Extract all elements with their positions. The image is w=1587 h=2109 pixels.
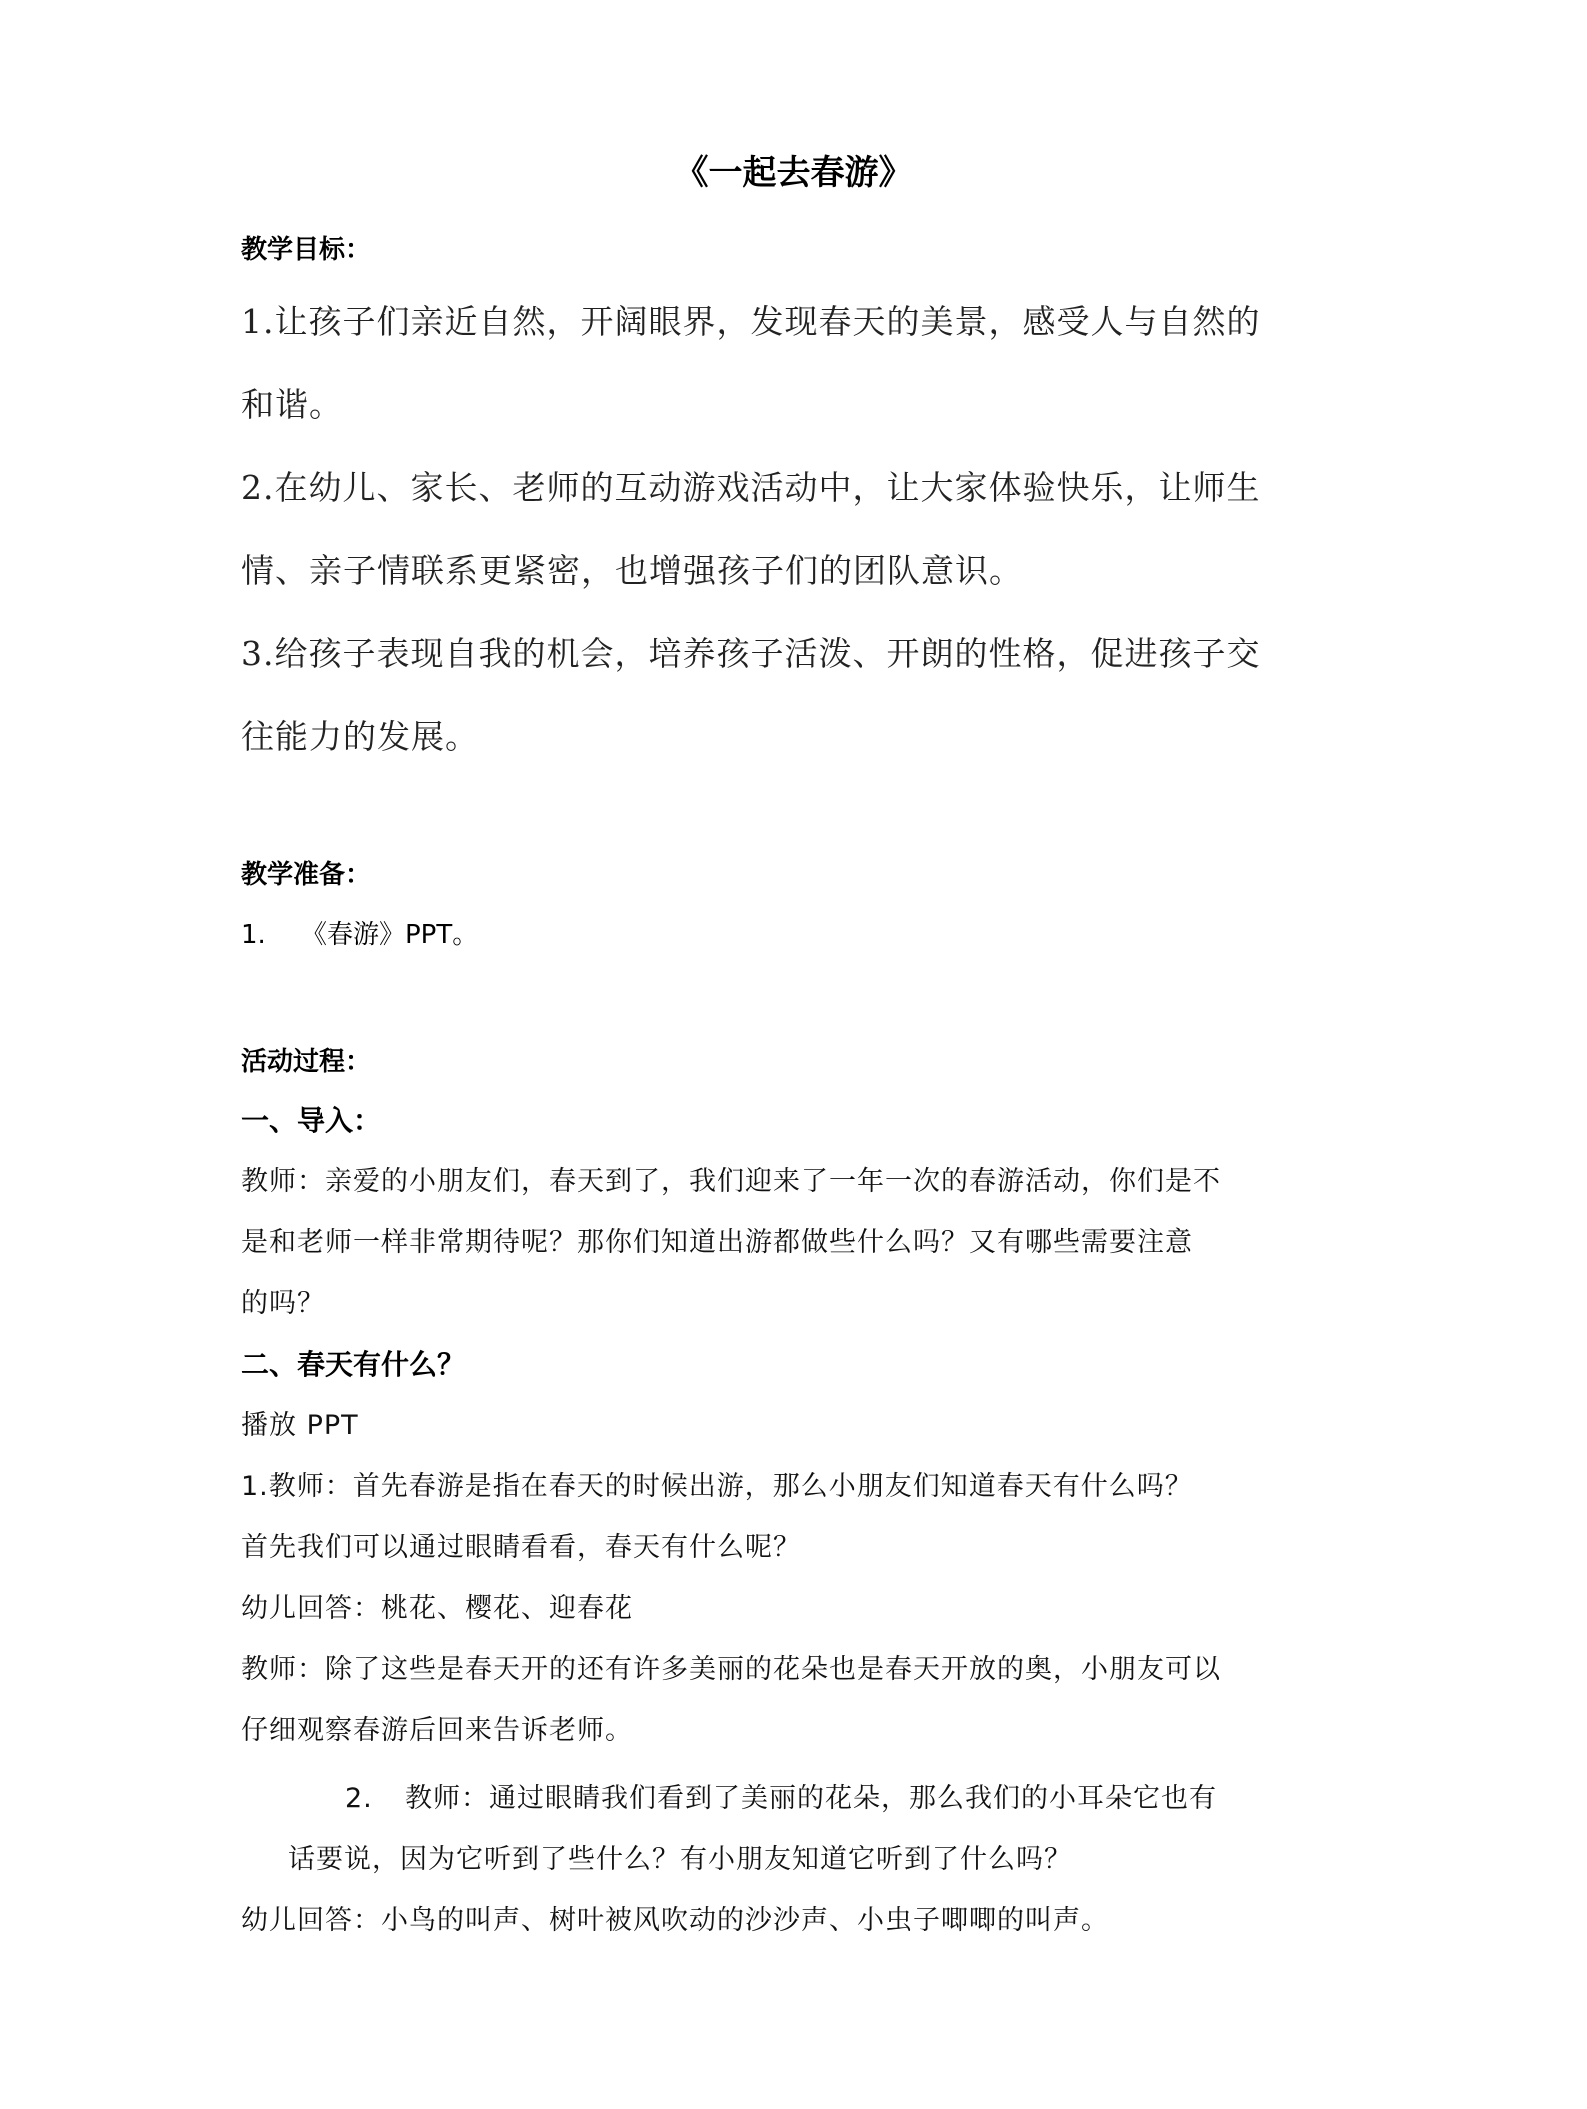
section-2-line-2: 首先我们可以通过眼睛看看，春天有什么呢？ (241, 1532, 801, 1563)
objectives-heading: 教学目标： (241, 235, 372, 265)
objective-1-line-1: 1.让孩子们亲近自然，开阔眼界，发现春天的美景，感受人与自然的 (241, 302, 1261, 341)
section-2-line-3: 教师：除了这些是春天开的还有许多美丽的花朵也是春天开放的奥，小朋友可以 (241, 1654, 1221, 1685)
item-2-text: 教师：通过眼睛我们看到了美丽的花朵，那么我们的小耳朵它也有 (405, 1783, 1217, 1814)
objective-3-line-2: 往能力的发展。 (241, 717, 479, 756)
section-2-title: 二、春天有什么？ (241, 1348, 466, 1381)
process-heading: 活动过程： (241, 1047, 372, 1077)
section-2-answer-2: 幼儿回答：小鸟的叫声、树叶被风吹动的沙沙声、小虫子唧唧的叫声。 (241, 1905, 1109, 1936)
objective-3-line-1: 3.给孩子表现自我的机会，培养孩子活泼、开朗的性格，促进孩子交 (241, 634, 1261, 673)
objective-2-line-2: 情、亲子情联系更紧密，也增强孩子们的团队意识。 (241, 551, 1023, 590)
section-2-intro: 播放 PPT (241, 1410, 359, 1441)
section-2-item-2-line-2: 话要说，因为它听到了些什么？有小朋友知道它听到了什么吗？ (288, 1844, 1072, 1875)
preparation-item-1 (241, 922, 478, 948)
preparation-item-text: 《春游》PPT。 (301, 920, 479, 950)
section-1-line-2: 是和老师一样非常期待呢？那你们知道出游都做些什么吗？又有哪些需要注意 (241, 1227, 1193, 1258)
section-1-title: 一、导入： (241, 1104, 382, 1137)
section-2-line-4: 仔细观察春游后回来告诉老师。 (241, 1715, 633, 1746)
section-2-item-2-line-1 (345, 1785, 1217, 1812)
preparation-item-number: 1. (241, 920, 266, 950)
objective-2-line-1: 2.在幼儿、家长、老师的互动游戏活动中，让大家体验快乐，让师生 (241, 468, 1261, 507)
item-2-number: 2. (345, 1783, 373, 1814)
section-1-line-3: 的吗？ (241, 1288, 325, 1319)
objective-1-line-2: 和谐。 (241, 385, 343, 424)
document-title: 《一起去春游》 (674, 153, 913, 193)
section-1-line-1: 教师：亲爱的小朋友们，春天到了，我们迎来了一年一次的春游活动，你们是不 (241, 1166, 1221, 1197)
section-2-answer-1: 幼儿回答：桃花、樱花、迎春花 (241, 1593, 633, 1624)
preparation-heading: 教学准备： (241, 860, 372, 890)
section-2-line-1: 1.教师：首先春游是指在春天的时候出游，那么小朋友们知道春天有什么吗？ (241, 1471, 1193, 1502)
